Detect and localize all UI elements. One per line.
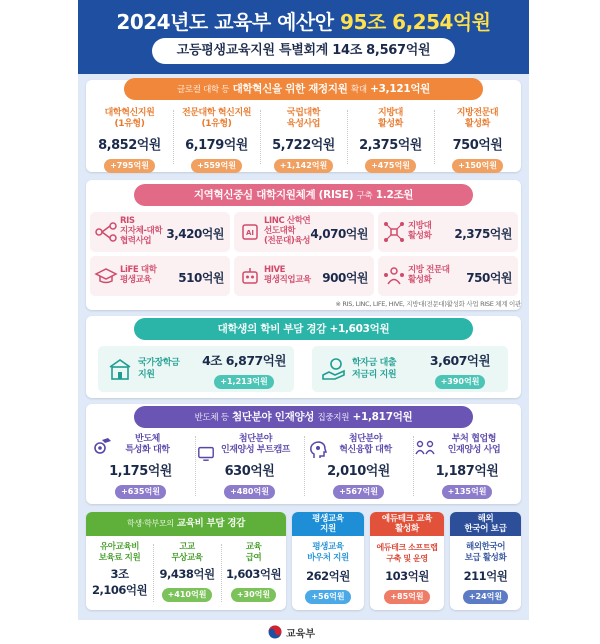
section1-item: [434, 108, 521, 173]
tuition-item-amount: 4조 6,877억원: [202, 353, 286, 368]
item-label-sub: 바우처 지원: [307, 553, 349, 563]
item-label-sub: 인재양성 부트캠프: [220, 445, 291, 455]
label-line: HIVE: [264, 265, 286, 275]
label-line: 국가장학금: [138, 358, 180, 368]
item-amount: 2,375억원: [359, 138, 422, 153]
item-label-sub: 활성화: [378, 119, 403, 129]
item-label: 전문대학 혁신지원: [181, 108, 252, 118]
item-change-badge: +559억원: [191, 159, 242, 173]
item-label: 반도체: [135, 434, 160, 444]
cost-item: [86, 542, 153, 598]
item-amount-sub: 2,106억원: [91, 583, 148, 597]
item-amount: 6,179억원: [185, 138, 248, 153]
footer: [78, 620, 529, 644]
item-change-badge: +410억원: [162, 588, 213, 602]
tuition-item-amount: 3,607억원: [429, 353, 491, 368]
network-icon: [94, 220, 118, 244]
item-label-sub: 보급 활성화: [464, 553, 507, 563]
tuition-item: [98, 346, 294, 392]
section7-head: [370, 512, 444, 536]
page-subtitle: 고등평생교육지원 특별회계 14조 8,567억원: [152, 38, 455, 64]
head-line: 해외: [477, 514, 494, 524]
robot-icon: [238, 264, 262, 288]
label-line: 지원: [138, 370, 155, 380]
taegeuk-logo-icon: [268, 625, 282, 639]
header-banner: [78, 0, 529, 74]
section4-band: [134, 406, 473, 428]
item-label: 첨단분야: [348, 434, 383, 444]
item-amount: 2,010억원: [327, 464, 390, 479]
section2-band-title: 지역혁신중심 대학지원체계 (RISE): [193, 189, 354, 201]
label-line: (전문대)육성: [264, 236, 311, 246]
item-change-badge: +150억원: [452, 159, 503, 173]
tuition-item-label: [352, 357, 396, 381]
item-change-badge: +635억원: [115, 485, 166, 499]
rise-item-amount: 510억원: [178, 271, 224, 285]
section2-band: [134, 184, 473, 206]
item-label-sub: (1유형): [114, 119, 145, 129]
head-gear-icon: [308, 440, 328, 460]
section4-band-amount: +1,817억원: [352, 411, 413, 423]
label-line: 평생교육: [120, 275, 152, 285]
head-line: 활성화: [395, 524, 419, 534]
label-line: 활성화: [408, 275, 432, 285]
section5-band-title: 교육비 부담 경감: [176, 518, 245, 529]
label-line: 활성화: [408, 231, 432, 241]
section1-band-prefix: 글로컬 대학 등: [176, 85, 230, 95]
item-amount: 3조: [110, 567, 129, 581]
item-amount: 1,187억원: [435, 464, 499, 479]
rise-item: [90, 212, 230, 252]
item-label: 해외한국어: [465, 542, 506, 552]
section1-item: [260, 108, 347, 173]
item-amount: 8,852억원: [98, 138, 161, 153]
section-edutech: [370, 512, 444, 610]
item-change-badge: +85억원: [384, 590, 429, 604]
item-amount: 103억원: [385, 569, 429, 583]
ministry-logo: [268, 624, 315, 640]
collaboration-icon: [415, 438, 435, 458]
label-line: 지자체-대학: [120, 226, 163, 236]
item-label: 국립대학: [286, 108, 321, 118]
rise-item-amount: 3,420억원: [166, 227, 224, 241]
section6-head: [292, 512, 364, 536]
section-advanced-talent: [86, 404, 521, 504]
item-label: 에듀테크 소프트랩: [376, 543, 438, 552]
korean-abroad-item: [450, 542, 521, 604]
rise-item-label: [120, 265, 157, 285]
item-amount: 750억원: [452, 138, 503, 153]
talent-item: [195, 434, 304, 499]
label-line: 평생직업교육: [264, 275, 311, 285]
section4-band-title: 첨단분야 인재양성: [232, 411, 315, 423]
item-label: 지방전문대: [456, 108, 499, 118]
section8-head: [450, 512, 521, 536]
item-label-sub: 특성화 대학: [125, 445, 170, 455]
item-label-sub: 혁신융합 대학: [339, 445, 392, 455]
tuition-item-label: [138, 357, 179, 381]
item-label-sub: 무상교육: [171, 553, 203, 563]
section-university-innovation: [86, 80, 521, 172]
item-change-badge: +480억원: [224, 485, 275, 499]
section1-item: [86, 108, 173, 173]
item-label: 지방대: [378, 108, 403, 118]
section2-band-amount: 1.2조원: [375, 189, 414, 201]
head-line: 평생교육: [312, 514, 344, 524]
tuition-item-values: [416, 351, 504, 389]
item-change-badge: +24억원: [463, 590, 508, 604]
section-korean-abroad: [450, 512, 521, 610]
label-line: 지방 전문대: [408, 265, 450, 275]
item-label-sub: 활성화: [465, 119, 490, 129]
section1-band-title: 대학혁신을 위한 재정지원: [232, 83, 348, 95]
section-tuition-relief: [86, 316, 521, 398]
item-label: 유아교육비: [99, 542, 140, 552]
item-change-badge: +475억원: [365, 159, 416, 173]
head-line: 에듀테크 교육: [381, 514, 433, 524]
item-change-badge: +1,142억원: [274, 159, 333, 173]
gear-cap-icon: [92, 436, 112, 456]
item-label-sub: 보육료 지원: [98, 553, 141, 563]
item-label-sub: 육성사업: [286, 119, 321, 129]
tuition-item: [312, 346, 508, 392]
section-lifelong-education: [292, 512, 364, 610]
rise-item-amount: 900억원: [322, 271, 368, 285]
label-line: LiFE 대학: [120, 265, 157, 275]
item-label: 교육: [245, 542, 262, 552]
bootcamp-icon: [197, 444, 215, 462]
rise-item: [90, 256, 230, 296]
item-change-badge: +135억원: [442, 485, 493, 499]
rise-item-label: [408, 265, 450, 285]
talent-item: [86, 434, 195, 499]
cost-item: [221, 542, 286, 602]
budget-infographic: [78, 0, 529, 644]
talent-item: [413, 434, 521, 499]
label-line: 학자금 대출: [352, 358, 397, 368]
ai-chip-icon: [238, 220, 262, 244]
label-line: LINC 산학연: [264, 216, 311, 226]
page-title: [78, 6, 529, 35]
rise-item-label: [264, 265, 311, 285]
ministry-name: 교육부: [286, 628, 315, 640]
tuition-item-values: [198, 351, 290, 389]
section4-band-suffix: 집중지원: [317, 413, 350, 423]
item-amount: 1,603억원: [225, 567, 282, 581]
rise-item-amount: 4,070억원: [310, 227, 368, 241]
title-prefix: 2024년도 교육부 예산안: [116, 10, 334, 34]
cost-item: [153, 542, 221, 602]
edutech-item: [370, 542, 444, 604]
rise-item: [378, 212, 518, 252]
section5-band-prefix: 학생·학부모의: [127, 519, 174, 528]
item-amount: 9,438억원: [159, 567, 215, 581]
graduation-cap-icon: [94, 264, 118, 288]
footnote: ※ RIS, LINC, LIFE, HIVE, 지방대(전문대)활성화 사업 RISE 체계 이관: [335, 300, 521, 308]
school-building-icon: [106, 355, 134, 383]
tuition-item-change-badge: +1,213억원: [214, 375, 273, 389]
item-amount: 630억원: [224, 464, 275, 479]
head-line: 한국어 보급: [464, 524, 507, 534]
section-education-cost: [86, 512, 286, 610]
rise-item-label: [264, 216, 310, 246]
tuition-item-change-badge: +390억원: [435, 375, 486, 389]
section3-band: 대학생의 학비 부담 경감 +1,603억원: [134, 318, 473, 340]
label-line: 저금리 지원: [352, 370, 397, 380]
item-label: 대학혁신지원: [104, 108, 155, 118]
hub-icon: [382, 220, 406, 244]
title-amount: 95조 6,254억원: [340, 10, 491, 34]
item-change-badge: +56억원: [305, 590, 350, 604]
section-rise-system: [86, 180, 521, 310]
item-amount: 262억원: [306, 569, 350, 583]
svg-text:AI: AI: [245, 229, 255, 237]
section1-item: [347, 108, 434, 173]
people-network-icon: [382, 264, 406, 288]
label-line: 지방대: [408, 221, 432, 231]
item-amount: 1,175억원: [109, 464, 172, 479]
section1-band: [124, 78, 483, 100]
section5-band: [86, 512, 286, 536]
item-label-sub: (1유형): [201, 119, 232, 129]
item-change-badge: +795억원: [104, 159, 155, 173]
item-label-sub: 인재양성 사업: [447, 445, 501, 455]
section1-item: [173, 108, 260, 173]
item-label-sub: 구축 및 운영: [386, 554, 428, 563]
section2-band-suffix: 구축: [356, 191, 373, 201]
item-change-badge: +567억원: [333, 485, 384, 499]
rise-item-label: [120, 216, 162, 246]
section1-band-amount: +3,121억원: [370, 83, 431, 95]
section1-band-suffix: 확대: [350, 85, 367, 95]
head-line: 지원: [320, 524, 336, 534]
label-line: 선도대학: [264, 226, 296, 236]
item-change-badge: +30억원: [231, 588, 276, 602]
section4-band-prefix: 반도체 등: [194, 413, 229, 423]
rise-item-label: [408, 221, 431, 241]
label-line: RIS: [120, 216, 135, 226]
talent-item: [304, 434, 413, 499]
rise-item: [378, 256, 518, 296]
item-label: 부처 협업형: [451, 434, 497, 444]
item-amount: 5,722억원: [272, 138, 335, 153]
item-label: 첨단분야: [238, 434, 273, 444]
lifelong-item: [292, 542, 364, 604]
item-amount: 211억원: [463, 569, 508, 583]
hand-coin-icon: [320, 355, 348, 383]
rise-item: [234, 212, 374, 252]
item-label: 평생교육: [312, 542, 344, 552]
rise-item: [234, 256, 374, 296]
rise-item-amount: 750억원: [466, 271, 512, 285]
item-label: 고교: [179, 542, 195, 552]
label-line: 협력사업: [120, 236, 152, 246]
item-label-sub: 급여: [245, 553, 262, 563]
rise-item-amount: 2,375억원: [454, 227, 512, 241]
